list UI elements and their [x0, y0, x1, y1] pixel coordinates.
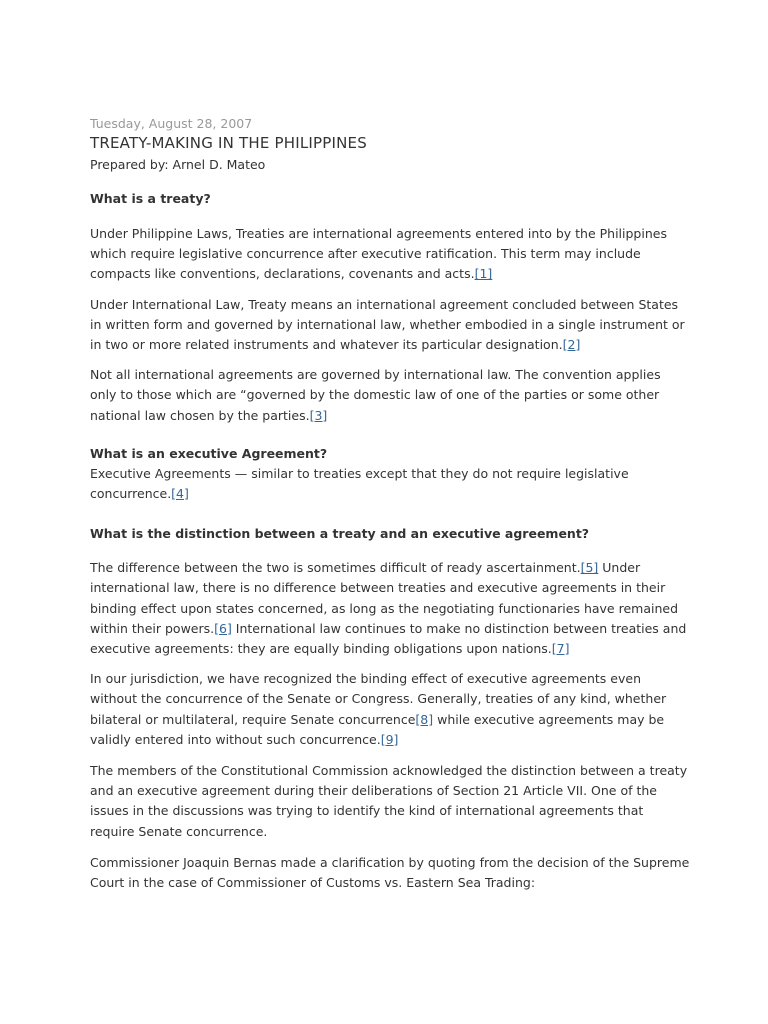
- paragraph-text: while executive agreements may be validly entered into without such concurrence.: [90, 711, 665, 747]
- footnote-link-6[interactable]: [6]: [214, 620, 232, 636]
- paragraph-text: Executive Agreements — similar to treaties except that they do not require legislative concurrence.: [90, 465, 629, 502]
- article: [90, 116, 690, 893]
- footnote-link-8[interactable]: [8]: [415, 711, 434, 727]
- paragraph-international-law: [90, 295, 690, 356]
- paragraph-text: Under International Law, Treaty means an international agreement concluded between States in written form and governed by international law, whether embodied in a single instrument or in two or more related instruments and whatever its particular designation.: [90, 296, 685, 353]
- paragraph-constitutional-commission: [90, 761, 690, 842]
- paragraph-text: Not all international agreements are governed by international law. The convention applies only to those which are “governed by the domestic law of one of the parties or some other national law chosen by the parties.: [90, 367, 661, 423]
- heading-what-is-treaty: What is a treaty?: [90, 191, 211, 206]
- footnote-link-5[interactable]: [5]: [580, 560, 599, 576]
- footnote-link-2[interactable]: [2]: [562, 337, 581, 353]
- heading-executive-agreement: What is an executive Agreement?: [90, 445, 328, 461]
- footnote-link-9[interactable]: [9]: [380, 731, 399, 747]
- paragraph-jurisdiction: [90, 669, 690, 750]
- paragraph-text: Commissioner Joaquin Bernas made a clarification by quoting from the decision of the Supreme Court in the case of Commissioner of Customs vs. Eastern Sea Trading:: [90, 854, 690, 891]
- paragraph-text: In our jurisdiction, we have recognized the binding effect of executive agreements even without the concurrence of the Senate or Congress. Generally, treaties of any kind, whether bilateral or multilateral, require Senate concurrence: [90, 671, 667, 727]
- heading-distinction: What is the distinction between a treaty and an executive agreement?: [90, 526, 590, 542]
- post-author: Prepared by: Arnel D. Mateo: [90, 157, 266, 172]
- paragraph-difference: [90, 558, 690, 659]
- paragraph-text: International law continues to make no distinction between treaties and executive agreements: they are equally binding obligations upon nations.: [90, 620, 687, 657]
- paragraph-philippine-law: [90, 224, 690, 285]
- paragraph-bernas: [90, 853, 690, 893]
- paragraph-executive-agreements: [90, 464, 690, 504]
- post-title: TREATY-MAKING IN THE PHILIPPINES: [90, 134, 367, 152]
- post-date: Tuesday, August 28, 2007: [90, 116, 253, 131]
- paragraph-text: The members of the Constitutional Commission acknowledged the distinction between a treaty and an executive agreement during their deliberations of Section 21 Article VII. One of the issues in the discussions was trying to identify the kind of international agreements that require Senate concurrence.: [90, 763, 688, 839]
- footnote-link-3[interactable]: [3]: [309, 407, 328, 423]
- paragraph-text: Under international law, there is no difference between treaties and executive agreements in their binding effect upon states concerned, as long as the negotiating functionaries have remained within their powers.: [90, 560, 679, 636]
- footnote-link-7[interactable]: [7]: [551, 641, 570, 657]
- paragraph-text: The difference between the two is sometimes difficult of ready ascertainment.: [90, 560, 581, 576]
- footnote-link-1[interactable]: [1]: [474, 266, 493, 282]
- paragraph-text: Under Philippine Laws, Treaties are international agreements entered into by the Philippines which require legislative concurrence after executive ratification. This term may include compacts like conventions, declarations, covenants and acts.: [90, 226, 667, 282]
- footnote-link-4[interactable]: [4]: [171, 486, 189, 502]
- paragraph-not-all-agreements: [90, 365, 690, 426]
